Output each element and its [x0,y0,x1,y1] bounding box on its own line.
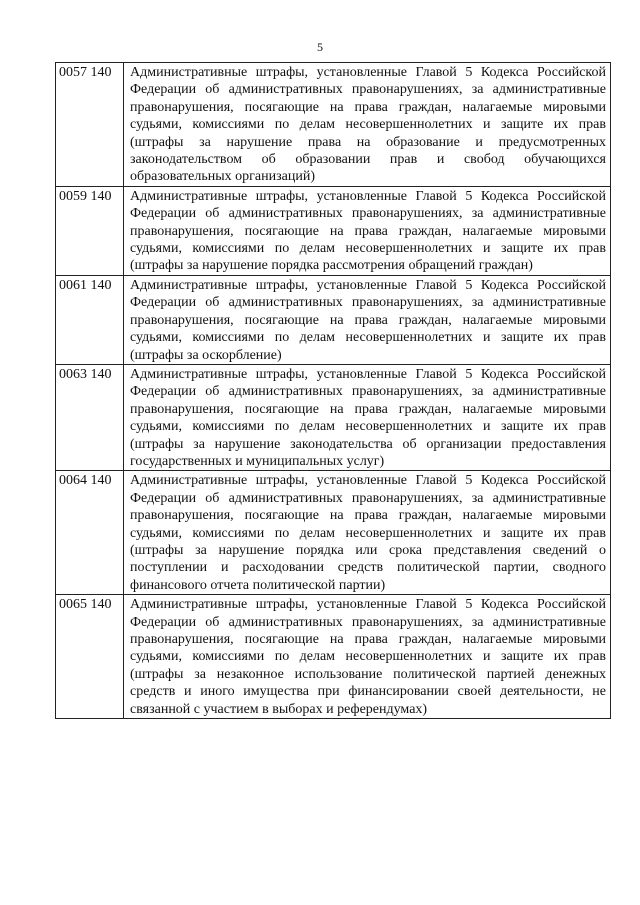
row-description: Административные штрафы, установленные Главой 5 Кодекса Российской Федерации об административных правонарушениях, за административные правонарушения, посягающие на права граждан, налагаемые мировыми судьями, комиссиями по делам несовершеннолетних и защите их прав (штрафы за нарушение порядка или срока представления сведений о поступлении и расходовании средств политической партии, сводного финансового отчета политической партии) [124,471,611,595]
row-code: 0061 140 [56,275,124,364]
row-code: 0065 140 [56,595,124,719]
budget-code-table [55,62,611,719]
row-description: Административные штрафы, установленные Главой 5 Кодекса Российской Федерации об административных правонарушениях, за административные правонарушения, посягающие на права граждан, налагаемые мировыми судьями, комиссиями по делам несовершеннолетних и защите их прав (штрафы за нарушение порядка рассмотрения обращений граждан) [124,186,611,275]
row-description: Административные штрафы, установленные Главой 5 Кодекса Российской Федерации об административных правонарушениях, за административные правонарушения, посягающие на права граждан, налагаемые мировыми судьями, комиссиями по делам несовершеннолетних и защите их прав (штрафы за нарушение законодательства об организации предоставления государственных и муниципальных услуг) [124,364,611,470]
table-row [56,595,611,719]
table-row [56,275,611,364]
table-row [56,364,611,470]
row-code: 0059 140 [56,186,124,275]
table-row [56,186,611,275]
row-description: Административные штрафы, установленные Главой 5 Кодекса Российской Федерации об административных правонарушениях, за административные правонарушения, посягающие на права граждан, налагаемые мировыми судьями, комиссиями по делам несовершеннолетних и защите их прав (штрафы за нарушение права на образование и предусмотренных законодательством об образовании прав и свобод обучающихся образовательных организаций) [124,63,611,187]
row-description: Административные штрафы, установленные Главой 5 Кодекса Российской Федерации об административных правонарушениях, за административные правонарушения, посягающие на права граждан, налагаемые мировыми судьями, комиссиями по делам несовершеннолетних и защите их прав (штрафы за оскорбление) [124,275,611,364]
page-number: 5 [317,40,323,54]
row-code: 0057 140 [56,63,124,187]
table-row [56,63,611,187]
table-row [56,471,611,595]
row-code: 0063 140 [56,364,124,470]
row-description: Административные штрафы, установленные Главой 5 Кодекса Российской Федерации об административных правонарушениях, за административные правонарушения, посягающие на права граждан, налагаемые мировыми судьями, комиссиями по делам несовершеннолетних и защите их прав (штрафы за незаконное использование политической партией денежных средств и иного имущества при финансировании своей деятельности, не связанной с участием в выборах и референдумах) [124,595,611,719]
row-code: 0064 140 [56,471,124,595]
